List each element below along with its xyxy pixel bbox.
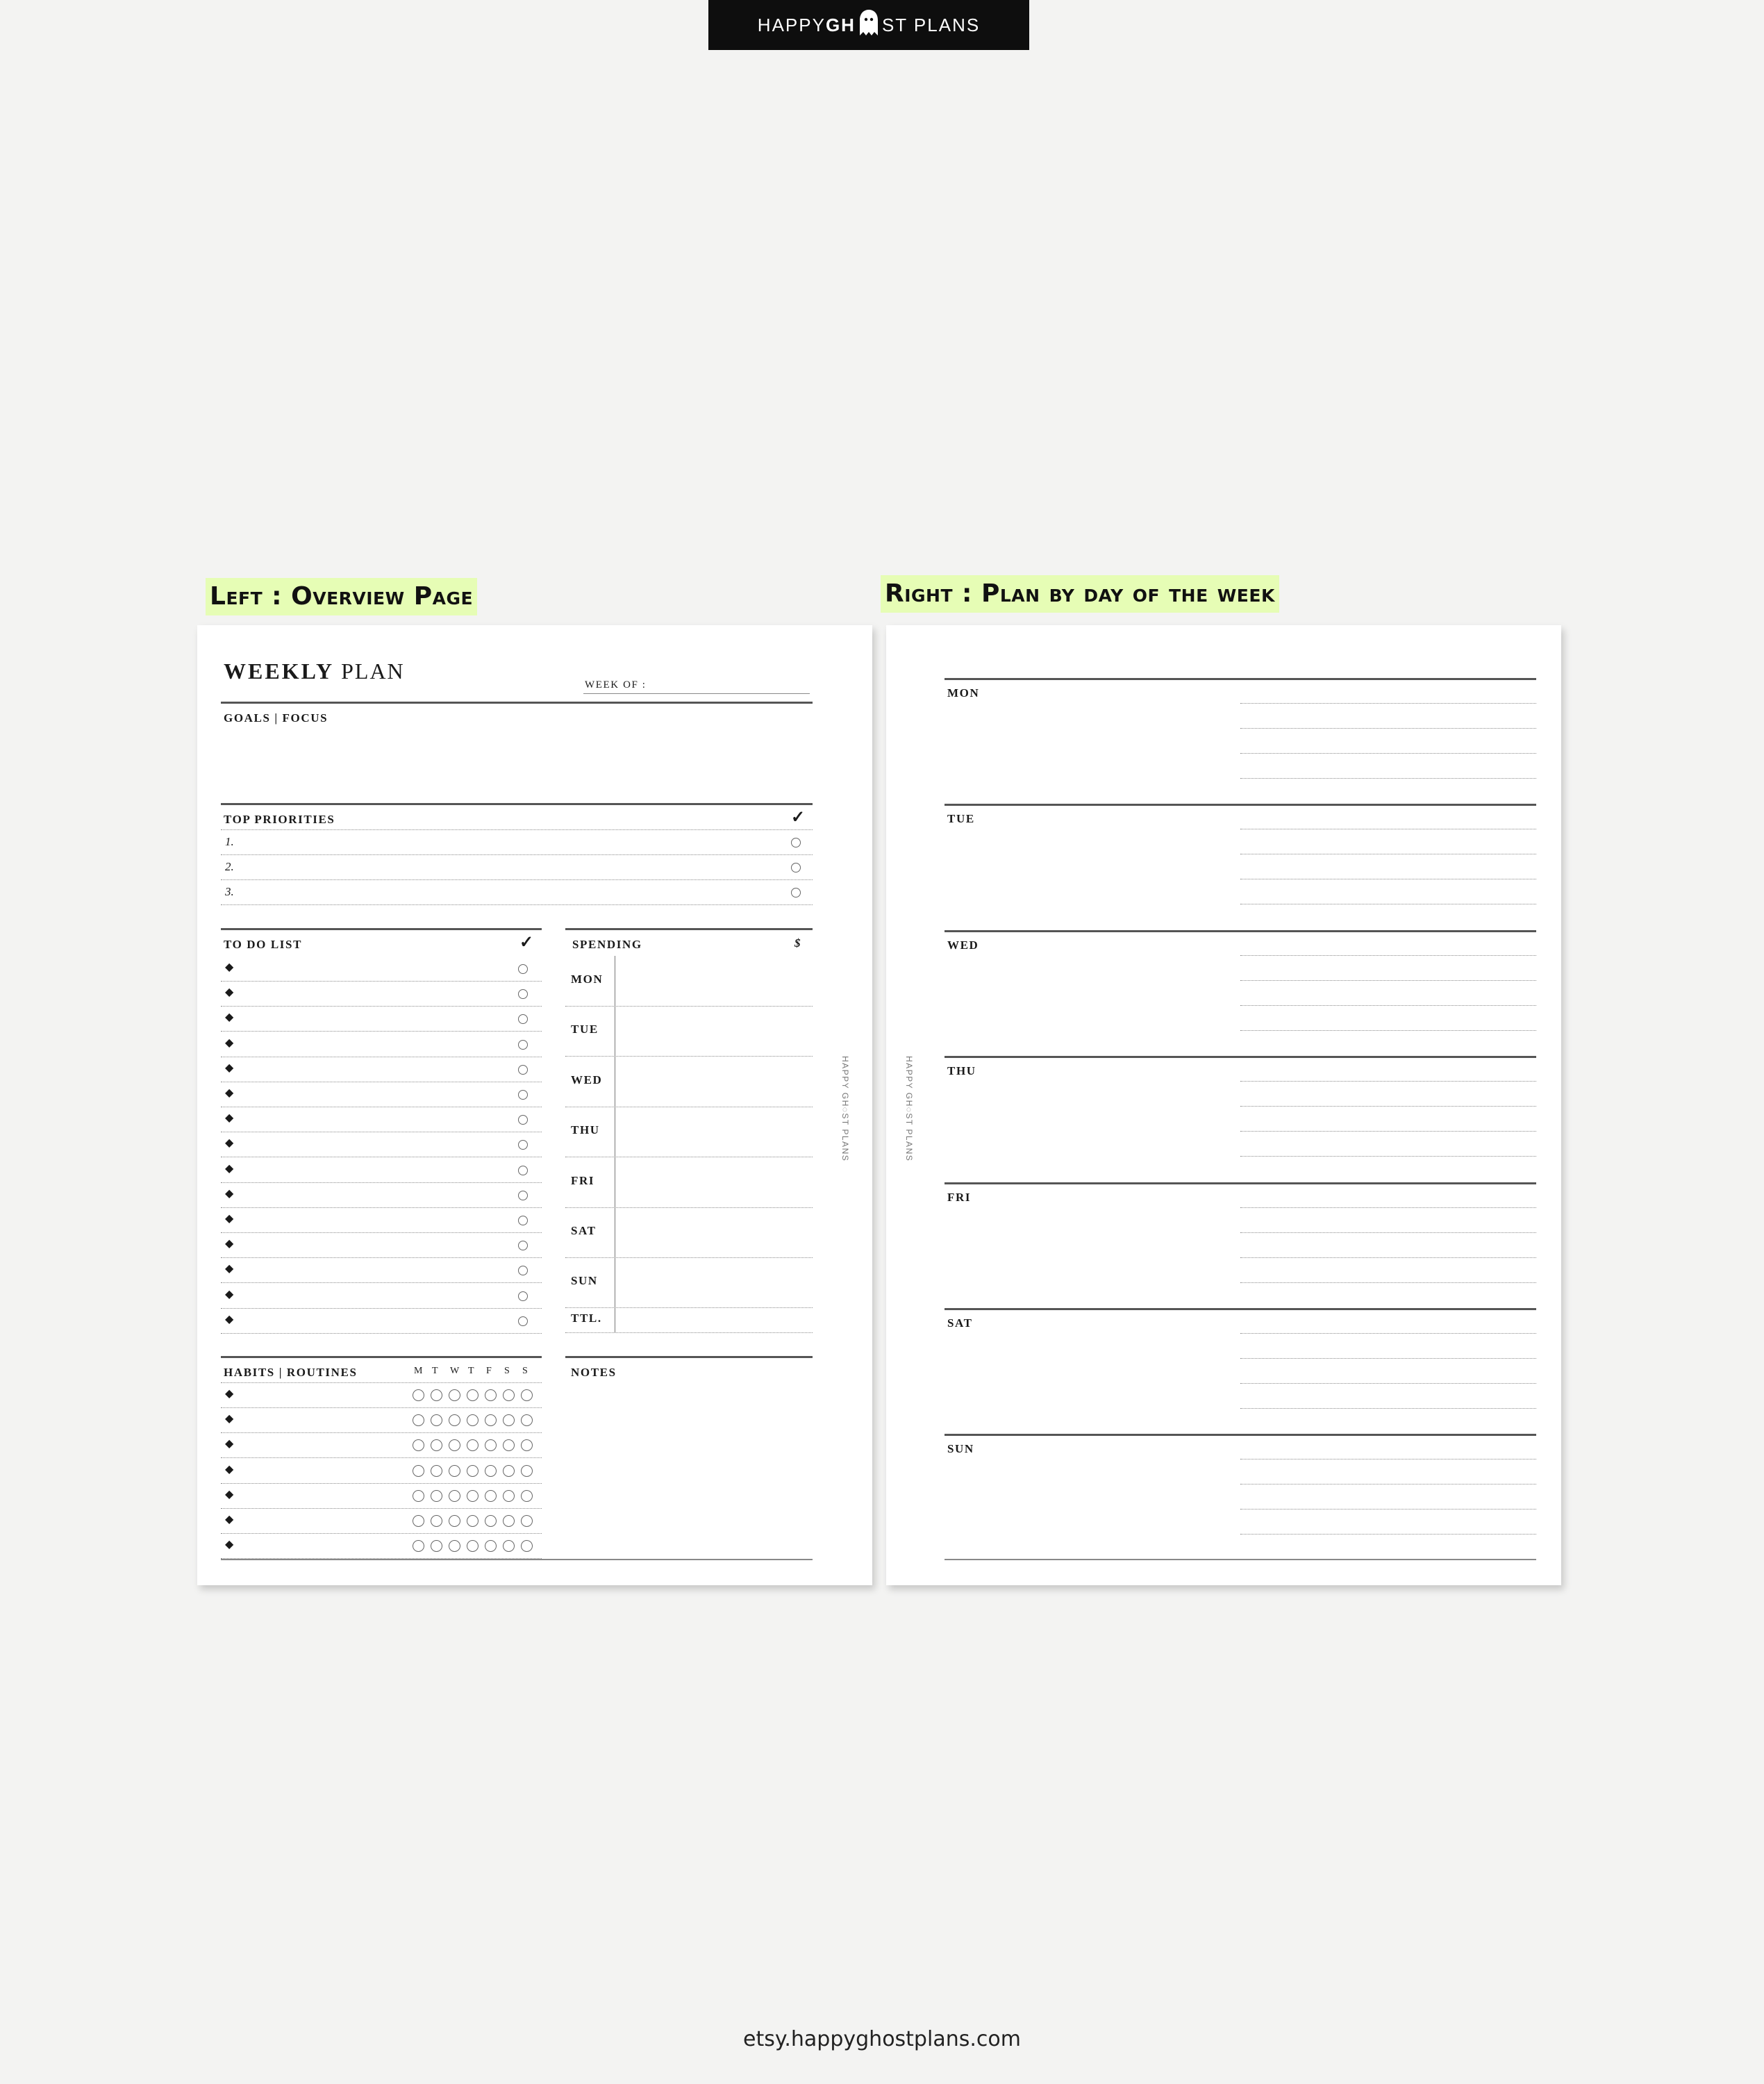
writing-line [1240,1408,1536,1409]
habit-checkbox-circle[interactable] [467,1515,479,1527]
row-divider [221,1282,542,1283]
row-divider [221,1533,542,1534]
day-notes-field[interactable] [945,1437,1536,1559]
row-divider [221,981,542,982]
spending-amount-field[interactable] [618,1210,810,1255]
habit-day-label: T [432,1366,438,1376]
overview-page [197,625,872,1585]
divider [221,803,813,805]
habit-checkbox-circle[interactable] [521,1439,533,1451]
checkbox-circle[interactable] [518,1166,528,1175]
writing-line [1240,1282,1536,1283]
habit-checkbox-circle[interactable] [467,1414,479,1426]
spending-amount-field[interactable] [618,1009,810,1053]
brand-text-bold: GH [825,14,856,35]
writing-line [1240,1081,1536,1082]
habit-name-field[interactable] [242,1434,401,1455]
habit-name-field[interactable] [242,1485,401,1505]
habit-checkbox-circle[interactable] [485,1465,497,1477]
day-divider [945,1434,1536,1436]
priority-number: 3. [225,885,234,898]
habit-checkbox-circle[interactable] [485,1540,497,1552]
footer-url: etsy.happyghostplans.com [743,2027,1021,2051]
habit-checkbox-circle[interactable] [431,1465,442,1477]
habit-checkbox-circle[interactable] [467,1465,479,1477]
checkbox-circle[interactable] [791,838,801,847]
spending-day-label: TUE [571,1023,599,1036]
checkbox-circle[interactable] [518,1140,528,1150]
todo-item-field[interactable] [242,1184,506,1205]
row-divider [221,1006,542,1007]
day-divider [945,804,1536,806]
bullet-icon: ◆ [225,1539,234,1551]
habit-checkbox-circle[interactable] [413,1439,424,1451]
writing-line [1240,778,1536,779]
checkbox-circle[interactable] [518,989,528,999]
row-divider [221,1432,542,1433]
row-divider [221,854,813,855]
checkbox-circle[interactable] [791,888,801,898]
spending-day-label: SUN [571,1274,598,1288]
day-label: SUN [947,1442,974,1456]
bullet-icon: ◆ [225,1213,234,1225]
bullet-icon: ◆ [225,1514,234,1525]
habit-name-field[interactable] [242,1510,401,1530]
checkbox-circle[interactable] [518,964,528,974]
habit-checkbox-circle[interactable] [503,1389,515,1401]
habits-label: HABITS | ROUTINES [224,1366,358,1379]
todo-item-field[interactable] [242,1234,506,1255]
writing-line [1240,955,1536,956]
bullet-icon: ◆ [225,1036,234,1049]
notes-label: NOTES [571,1366,617,1379]
writing-line [1240,1207,1536,1208]
bullet-icon: ◆ [225,1313,234,1325]
checkbox-circle[interactable] [518,1040,528,1050]
habit-name-field[interactable] [242,1535,401,1555]
checkbox-circle[interactable] [518,1216,528,1225]
writing-line [1240,728,1536,729]
spending-total-field[interactable] [618,1306,810,1330]
row-divider [221,879,813,880]
row-divider [221,1207,542,1208]
priority-number: 2. [225,860,234,873]
habit-checkbox-circle[interactable] [485,1515,497,1527]
habit-checkbox-circle[interactable] [449,1414,460,1426]
divider [221,1559,813,1560]
brand-logo [708,0,1029,50]
spending-amount-field[interactable] [618,1160,810,1205]
habit-checkbox-circle[interactable] [467,1490,479,1502]
writing-line [1240,1383,1536,1384]
check-icon: ✓ [519,934,535,952]
habit-day-label: S [504,1366,510,1376]
goals-label: GOALS | FOCUS [224,711,328,725]
day-notes-field[interactable] [945,681,1536,803]
day-divider [945,1182,1536,1184]
spending-day-label: FRI [571,1173,595,1187]
caption-left: Left : Overview Page [206,578,477,615]
writing-line [1240,1257,1536,1258]
writing-line [1240,1005,1536,1006]
habit-checkbox-circle[interactable] [413,1515,424,1527]
todo-item-field[interactable] [242,1284,506,1305]
row-divider [565,1257,813,1258]
spending-day-label: SAT [571,1224,597,1237]
habit-checkbox-circle[interactable] [449,1389,460,1401]
habit-checkbox-circle[interactable] [413,1414,424,1426]
row-divider [221,904,813,905]
habit-checkbox-circle[interactable] [449,1490,460,1502]
habit-checkbox-circle[interactable] [503,1465,515,1477]
writing-line [1240,1534,1536,1535]
checkbox-circle[interactable] [518,1090,528,1100]
habit-name-field[interactable] [242,1384,401,1405]
habit-checkbox-circle[interactable] [485,1439,497,1451]
writing-line [1240,1484,1536,1485]
row-divider [221,829,813,830]
habit-checkbox-circle[interactable] [413,1490,424,1502]
habit-day-label: T [468,1366,474,1376]
checkbox-circle[interactable] [518,1065,528,1075]
todo-item-field[interactable] [242,1309,506,1330]
row-divider [565,1332,813,1333]
habit-checkbox-circle[interactable] [413,1540,424,1552]
todo-item-field[interactable] [242,957,506,978]
day-notes-field[interactable] [945,933,1536,1055]
divider [565,928,813,930]
day-divider [945,930,1536,932]
habit-checkbox-circle[interactable] [431,1439,442,1451]
row-divider [221,1257,542,1258]
habit-checkbox-circle[interactable] [503,1540,515,1552]
priority-field[interactable] [246,832,774,852]
habit-checkbox-circle[interactable] [503,1515,515,1527]
bullet-icon: ◆ [225,1187,234,1200]
writing-line [1240,1232,1536,1233]
bullet-icon: ◆ [225,1087,234,1099]
habit-day-label: M [414,1366,423,1376]
day-divider [945,678,1536,680]
day-divider [945,1056,1536,1058]
priority-field[interactable] [246,882,774,902]
row-divider [221,1333,542,1334]
habit-day-label: S [522,1366,528,1376]
bullet-icon: ◆ [225,1263,234,1275]
bullet-icon: ◆ [225,1288,234,1300]
spending-day-label: MON [571,973,604,986]
habit-checkbox-circle[interactable] [431,1515,442,1527]
checkbox-circle[interactable] [518,1316,528,1326]
row-divider [221,1031,542,1032]
habit-checkbox-circle[interactable] [467,1389,479,1401]
bullet-icon: ◆ [225,1061,234,1074]
row-divider [221,1558,542,1559]
todo-item-field[interactable] [242,982,506,1003]
spending-amount-field[interactable] [618,1059,810,1104]
habit-checkbox-circle[interactable] [431,1389,442,1401]
day-label: THU [947,1064,976,1078]
todo-item-field[interactable] [242,1007,506,1028]
day-divider [945,1308,1536,1310]
checkbox-circle[interactable] [518,1291,528,1301]
row-divider [221,1182,542,1183]
checkbox-circle[interactable] [518,1266,528,1275]
side-brand: HAPPY GH◌ST PLANS [840,1056,850,1162]
habit-checkbox-circle[interactable] [503,1414,515,1426]
habit-day-label: W [450,1366,460,1376]
checkbox-circle[interactable] [518,1115,528,1125]
habit-checkbox-circle[interactable] [503,1490,515,1502]
habit-checkbox-circle[interactable] [413,1465,424,1477]
row-divider [221,1457,542,1458]
bullet-icon: ◆ [225,1388,234,1400]
side-brand: HAPPY GH◌ST PLANS [904,1056,914,1162]
priority-number: 1. [225,835,234,848]
habit-checkbox-circle[interactable] [485,1414,497,1426]
caption-right: Right : Plan by day of the week [881,575,1279,613]
habit-checkbox-circle[interactable] [413,1389,424,1401]
day-label: FRI [947,1190,972,1204]
habit-checkbox-circle[interactable] [521,1540,533,1552]
todo-label: TO DO LIST [224,938,303,951]
todo-item-field[interactable] [242,1159,506,1180]
writing-line [1240,980,1536,981]
habit-checkbox-circle[interactable] [449,1540,460,1552]
spending-amount-field[interactable] [618,959,810,1003]
bullet-icon: ◆ [225,1137,234,1150]
row-divider [221,1382,542,1383]
bullet-icon: ◆ [225,1438,234,1450]
habit-checkbox-circle[interactable] [467,1439,479,1451]
week-of-label: WEEK OF : [585,679,647,690]
ghost-icon [857,9,881,42]
goals-field[interactable] [221,729,813,799]
divider [221,702,813,704]
divider [221,1356,542,1358]
habit-checkbox-circle[interactable] [521,1515,533,1527]
divider [221,928,542,930]
page-title: WEEKLY PLAN [224,659,405,684]
week-of-field[interactable] [583,693,810,694]
bullet-icon: ◆ [225,1413,234,1425]
row-divider [221,1232,542,1233]
habit-checkbox-circle[interactable] [449,1439,460,1451]
row-divider [565,1006,813,1007]
habit-checkbox-circle[interactable] [449,1515,460,1527]
todo-item-field[interactable] [242,1133,506,1154]
habit-checkbox-circle[interactable] [521,1490,533,1502]
habit-checkbox-circle[interactable] [485,1389,497,1401]
divider [565,1356,813,1358]
habit-name-field[interactable] [242,1409,401,1430]
writing-line [1240,1358,1536,1359]
day-label: MON [947,686,980,700]
todo-item-field[interactable] [242,1083,506,1104]
spending-label: SPENDING [572,938,642,951]
day-notes-field[interactable] [945,1311,1536,1433]
day-notes-field[interactable] [945,807,1536,929]
writing-line [1240,1131,1536,1132]
bullet-icon: ◆ [225,1011,234,1024]
day-label: SAT [947,1316,973,1330]
writing-line [1240,1030,1536,1031]
habit-checkbox-circle[interactable] [449,1465,460,1477]
todo-item-field[interactable] [242,1058,506,1079]
checkbox-circle[interactable] [518,1014,528,1024]
habit-checkbox-circle[interactable] [431,1414,442,1426]
writing-line [1240,703,1536,704]
habit-checkbox-circle[interactable] [521,1465,533,1477]
bullet-icon: ◆ [225,986,234,999]
priority-field[interactable] [246,857,774,877]
checkbox-circle[interactable] [518,1191,528,1200]
habit-checkbox-circle[interactable] [431,1540,442,1552]
row-divider [565,1056,813,1057]
row-divider [221,1407,542,1408]
writing-line [1240,1106,1536,1107]
spending-amount-field[interactable] [618,1109,810,1154]
writing-line [1240,1156,1536,1157]
todo-item-field[interactable] [242,1033,506,1054]
bullet-icon: ◆ [225,961,234,973]
spending-total-label: TTL. [571,1312,602,1325]
spending-amount-field[interactable] [618,1260,810,1305]
row-divider [221,1308,542,1309]
writing-line [1240,1333,1536,1334]
day-notes-field[interactable] [945,1185,1536,1307]
habit-checkbox-circle[interactable] [467,1540,479,1552]
habit-checkbox-circle[interactable] [521,1414,533,1426]
check-icon: ✓ [791,809,806,827]
row-divider [565,1207,813,1208]
writing-line [1240,753,1536,754]
bullet-icon: ◆ [225,1463,234,1475]
spending-day-label: THU [571,1123,600,1137]
habit-checkbox-circle[interactable] [503,1439,515,1451]
row-divider [221,1483,542,1484]
habit-checkbox-circle[interactable] [431,1490,442,1502]
habit-checkbox-circle[interactable] [485,1490,497,1502]
writing-line [1240,1509,1536,1510]
daily-page [886,625,1561,1585]
bullet-icon: ◆ [225,1112,234,1125]
bullet-icon: ◆ [225,1162,234,1175]
spending-day-label: WED [571,1073,603,1086]
habit-checkbox-circle[interactable] [521,1389,533,1401]
day-label: TUE [947,812,975,826]
brand-text-post: ST PLANS [881,14,981,35]
checkbox-circle[interactable] [518,1241,528,1250]
bullet-icon: ◆ [225,1488,234,1500]
priorities-label: TOP PRIORITIES [224,813,335,826]
todo-item-field[interactable] [242,1209,506,1230]
day-label: WED [947,938,979,952]
day-notes-field[interactable] [945,1059,1536,1181]
dollar-icon: $ [794,936,802,950]
habit-day-label: F [486,1366,492,1376]
notes-field[interactable] [565,1382,813,1487]
todo-item-field[interactable] [242,1108,506,1129]
checkbox-circle[interactable] [791,863,801,873]
todo-item-field[interactable] [242,1259,506,1280]
row-divider [221,1508,542,1509]
bullet-icon: ◆ [225,1238,234,1250]
habit-name-field[interactable] [242,1459,401,1480]
brand-text-pre: HAPPY [757,14,826,35]
